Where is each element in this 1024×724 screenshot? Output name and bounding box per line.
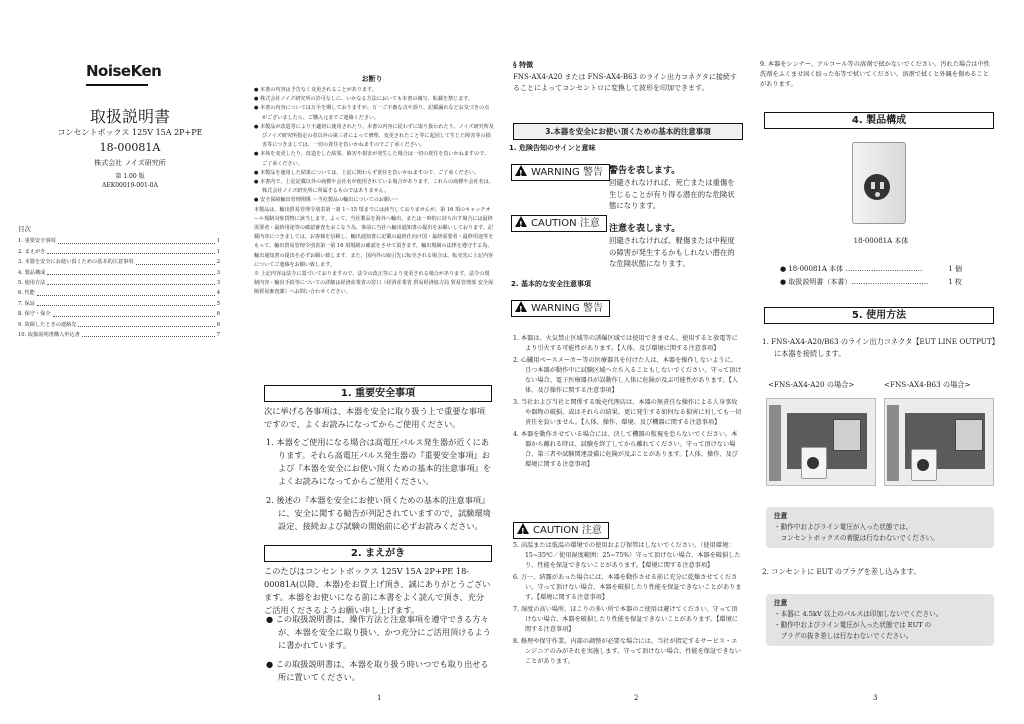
caution-triangle-icon <box>515 216 527 227</box>
note-line: コンセントボックスの着脱は行なわないでください。 <box>774 534 939 542</box>
toc-title: 目次 <box>18 225 31 233</box>
feature-title: § 特徴 <box>513 60 534 69</box>
product-caption: 18-00081A 本体 <box>853 237 909 245</box>
section1-intro: 次に挙げる各事項は、本器を安全に取り扱う上で重要な事項ですので、よくお読みになってからご使用ください。 <box>264 406 486 429</box>
notice-item: ● 本書の内容については万全を期しておりますが、万一ご不審な点や誤り、記載漏れなどお気づきの点がございましたら、ご購入元までご連絡ください。 <box>254 105 490 121</box>
list-item: 8. 修理や保守作業、内部の調整が必要な場合には、当社が指定するサービス・エンジニアのみがそれを実施します。守って頂けない場合、性能を保証できないことがあります。 <box>513 638 741 665</box>
toc-entry[interactable]: 10. 取扱説明書購入申込書 7 <box>18 332 220 339</box>
warning-description: 回避されなければ、死亡または重傷を生じることが有り得る潜在的な危険状態になります。 <box>609 178 735 210</box>
warning-triangle-icon <box>515 165 527 176</box>
notice-item: ● 本製品が改造等により不適切に使用されたり、本書の内容に従わずに取り扱われたり、ノイズ研究所及びノイズ研究所指定の者以外の第三者によって修理、変更されたこと等に起因して生じた障害等の損害等につきましては、一切の責任を負いかねますのでご了承ください。 <box>254 123 494 149</box>
list-item: 2. 心臓用ペースメーカー等の医療器具を付けた人は、本器を操作しないように、且つ本器が動作中に試験区域へ立ち入ることもしないでください。守って頂けない場合、電子医療器具が誤動作し人体に危険が及ぶ可能性があります。【人体、及び操作に関する注意事項】 <box>513 357 742 394</box>
section5-header: 5. 使用方法 <box>764 307 994 324</box>
list-item: 3. 当社および当社と関係する販売代理店は、本器の無責任な操作による人身事故や器物の破損、或はそれらの結果、更に発生する如何なる損害に対しても一切責任を負いません。【人体、操作、環境、及び機器に関する注意事項】 <box>513 399 742 426</box>
list-item: 4. 本器を動作させている場合には、決して機器の監視を怠らないでください。本器から離れる時は、試験を終了してから離れてください。守って頂けない場合、第三者や試験関連設備に危険が及ぶことがあります。【人体、操作、及び環境に関する注意事項】 <box>513 431 738 468</box>
b63-connection-photo <box>884 398 994 486</box>
list-item: 1. 本器をご使用になる場合は高電圧パルス発生器が近くにあります。それら高電圧パルス発生器の『重要安全事項』および『本器を安全にお使い頂くための基本的注意事項』をよくお読みになってからご使用ください。 <box>266 437 491 486</box>
toc-entry[interactable]: 4. 製品構成 3 <box>18 269 220 276</box>
page3-column <box>758 0 1008 724</box>
component-list <box>780 263 962 289</box>
section2-items <box>266 613 492 684</box>
page-number: 1 <box>377 694 382 702</box>
notice-item: ● 安全保障輸出管理関係 ～当社製品の輸出についてのお願い～ <box>254 197 400 204</box>
section1-header: 1. 重要安全事項 <box>264 385 492 402</box>
caution-triangle-icon <box>517 523 529 534</box>
section2-intro: このたびはコンセントボックス 125V 15A 2P+PE 18-00081A(以降、本器)をお買上げ頂き、誠にありがとうございます。本器をお使いになる前に本書をよく読んで頂き、充分ご活用くださるようお願い申し上げます。 <box>264 566 491 615</box>
notice-item: ● 本製品を運用した結果については、上記に関わらず責任を負いかねますので、ご了承ください。 <box>254 169 479 176</box>
toc-entry[interactable]: 8. 保守・保全 6 <box>18 311 220 318</box>
toc-entry[interactable]: 2. まえがき 1 <box>18 248 220 255</box>
caution-note-1 <box>766 507 994 548</box>
toc-entry[interactable]: 1. 重要安全事項 1 <box>18 238 220 245</box>
section4-header: 4. 製品構成 <box>764 112 994 129</box>
notice-list <box>254 86 494 372</box>
a20-connection-photo <box>766 398 876 486</box>
page-number: 3 <box>873 694 878 702</box>
label-b63: <FNS-AX4-B63 の場合> <box>884 380 971 389</box>
page2-column <box>505 0 745 724</box>
caution-label: !CAUTION 注意 <box>511 215 607 232</box>
section3-header: 3.本器を安全にお使い頂くための基本的注意事項 <box>513 123 743 140</box>
item-9: 9. 本器をシンナー、アルコール等の溶剤で拭かないでください。汚れた場合は中性洗剤をふくませ固く絞った布等で拭いてください。溶剤で拭くと外観を傷めることがあります。 <box>760 61 990 88</box>
manual-subtitle: コンセントボックス 125V 15A 2P+PE <box>57 128 203 137</box>
warning-triangle-icon <box>515 301 527 312</box>
product-image <box>846 138 912 226</box>
list-item: ● この取扱説明書は、本器を取り扱う時いつでも取り出せる所に置いてください。 <box>266 659 489 682</box>
company-logo: NoiseKen <box>86 62 148 86</box>
list-item: ● 取扱説明書（本書）…………………………… 1 枚 <box>780 278 962 286</box>
warning-label: !WARNING 警告 <box>511 164 610 181</box>
edition: 第 1.00 版 <box>115 173 145 180</box>
notice-item: ● 株式会社ノイズ研究所の許可なしに、いかなる方法においても本書の複写、転載を禁じます。 <box>254 96 474 103</box>
notice-item: ※ 上記内容は法令に基づいておりますので、法令の改正等により変更される場合があります。法令の規制内容・輸出手続等についての詳細は経済産業省の窓口（経済産業省 貿易経済協力局 貿易管理部 安全保障貿易審査課）へお問い合わせください。 <box>254 271 494 296</box>
toc-entry[interactable]: 9. 故障したときの連絡先 6 <box>18 321 220 328</box>
toc-entry[interactable]: 3. 本器を安全にお使い頂くための基本的注意事項 2 <box>18 259 220 266</box>
caution-description: 回避されなければ、軽傷または中程度の障害が発生するかもしれない潜在的な危険状態になります。 <box>609 236 735 268</box>
note-line: ・動作中およびライン電圧が入った状態では EUT の <box>774 621 932 629</box>
section3-sub1: 1. 危険告知のサインと意味 <box>509 144 596 152</box>
note-title: 注意 <box>774 512 788 520</box>
document-number: AEK00019-001-0A <box>102 182 158 189</box>
list-item: 1. 本器は、火気禁止区域等の誘爆区域では使用できません。使用すると放電等により引火する可能性があります。【人体、及び環境に関する注意事項】 <box>513 335 738 352</box>
list-item: ● 18-00081A 本体 …………………………… 1 個 <box>780 265 962 273</box>
notice-item: ● 本書内で、上記記載以外の商標や会社名が使用されている場合があります。これらの商標や会社名は、株式会社ノイズ研究所に所属するものではありません。 <box>254 179 494 195</box>
warning-label: !WARNING 警告 <box>511 300 610 317</box>
warning-items <box>513 334 743 514</box>
label-a20: <FNS-AX4-A20 の場合> <box>768 380 855 389</box>
section1-items <box>266 436 492 533</box>
list-item: 6. 万一、結露があった場合には、本器を動作させる前に充分に乾燥させてください。守って頂けない場合、本器を破損したり性能を保証できないことがあります。【環境に関する注意事項】 <box>513 574 742 601</box>
notice-title: お断り <box>361 74 383 83</box>
note-line: プラグの抜き差しは行なわないでください。 <box>774 632 913 640</box>
toc-entry[interactable]: 5. 使用方法 3 <box>18 280 220 287</box>
toc-entry[interactable]: 6. 性能 4 <box>18 290 220 297</box>
page1-right-column <box>250 0 494 724</box>
list-item: 2. 後述の『本器を安全にお使い頂くための基本的注意事項』に、安全に関する勧告が列記されていますので、試験環境設定、接続および試験の開始前に必ずお読みください。 <box>266 495 491 531</box>
list-item: 5. 高温または低温の環境での使用および保管はしないでください。（使用環境：15~35℃／使用湿度範囲：25~75%）守って頂けない場合、本器を破損したり、性能を保証できないことがあります。【環境に関する注意事項】 <box>513 542 741 569</box>
feature-text: FNS-AX4-A20 または FNS-AX4-B63 のライン出力コネクタに接続することによってコンセントロに変換して波形を印加できます。 <box>513 73 737 92</box>
company-name: 株式会社 ノイズ研究所 <box>94 159 166 167</box>
model-number: 18-00081A <box>99 141 161 154</box>
notice-item: ● 本書の内容は予告なく変更されることがあります。 <box>254 87 377 93</box>
list-item: ● この取扱説明書は、操作方法と注意事項を遵守できる方々が、本器を安全に取り扱い、かつ充分にご活用頂けるように書かれています。 <box>266 614 491 650</box>
caution-note-2 <box>766 594 994 646</box>
caution-items <box>513 541 743 681</box>
note-title: 注意 <box>774 599 788 607</box>
note-line: ・動作中およびライン電圧が入った状態では、 <box>774 523 913 531</box>
caution-heading: 注意を表します。 <box>609 224 681 234</box>
manual-title: 取扱説明書 <box>89 107 170 126</box>
caution-label: !CAUTION 注意 <box>513 522 609 539</box>
note-line: ・本器に 4.5kV 以上のパルスは印加しないでください。 <box>774 610 943 618</box>
page-number: 2 <box>634 694 639 702</box>
notice-item: ● 本体を変更したり、改造をした結果、障害や損害が発生した場合は一切の責任を負いかねますので、ご了承ください。 <box>254 151 490 167</box>
notice-item: 本製品は、輸出貿易管理令別表第一第 1～15 項までには該当しておりませんが、第 16 項のキャッチオール規制対象貨物に該当します。よって、当社製品を海外へ輸出、または一時的に持ち出す場合には最終需要者・最終用途等の確認審査をおこなう為、事前に当社へ輸出通知書の提出をお願いしております。記載内容につきましては、お客様を信頼し、輸出通知書に記載の最終仕向け国・最終需要者・最終用途等をもって、輸出貿易管理令別表第一第 16 項規制の確認をさせて頂きます。輸出規制の法律を遵守する為、輸出通知書の提出を必ずお願い致します。また、国内外の取引先に転売される場合は、転売先に上記内容についてご連絡をお願い致します。 <box>254 206 494 268</box>
list-item: 7. 湿度の高い場所、ほこりの多い所で本器のご使用は避けてください。守って頂けない場合、本器を破損したり性能を保証できないことがあります。【環境に関する注意事項】 <box>513 606 738 633</box>
toc-entry[interactable]: 7. 保証 5 <box>18 300 220 307</box>
section2-header: 2. まえがき <box>264 545 492 562</box>
step-1: 1. FNS-AX4-A20/B63 のライン出力コネクタ【EUT LINE OUTPUT】に本器を接続します。 <box>762 337 999 358</box>
step-2: 2. コンセントに EUT のプラグを差し込みます。 <box>762 567 921 576</box>
table-of-contents <box>18 224 220 340</box>
section3-sub2: 2. 基本的な安全注意事項 <box>511 280 591 288</box>
warning-heading: 警告を表します。 <box>609 166 681 176</box>
